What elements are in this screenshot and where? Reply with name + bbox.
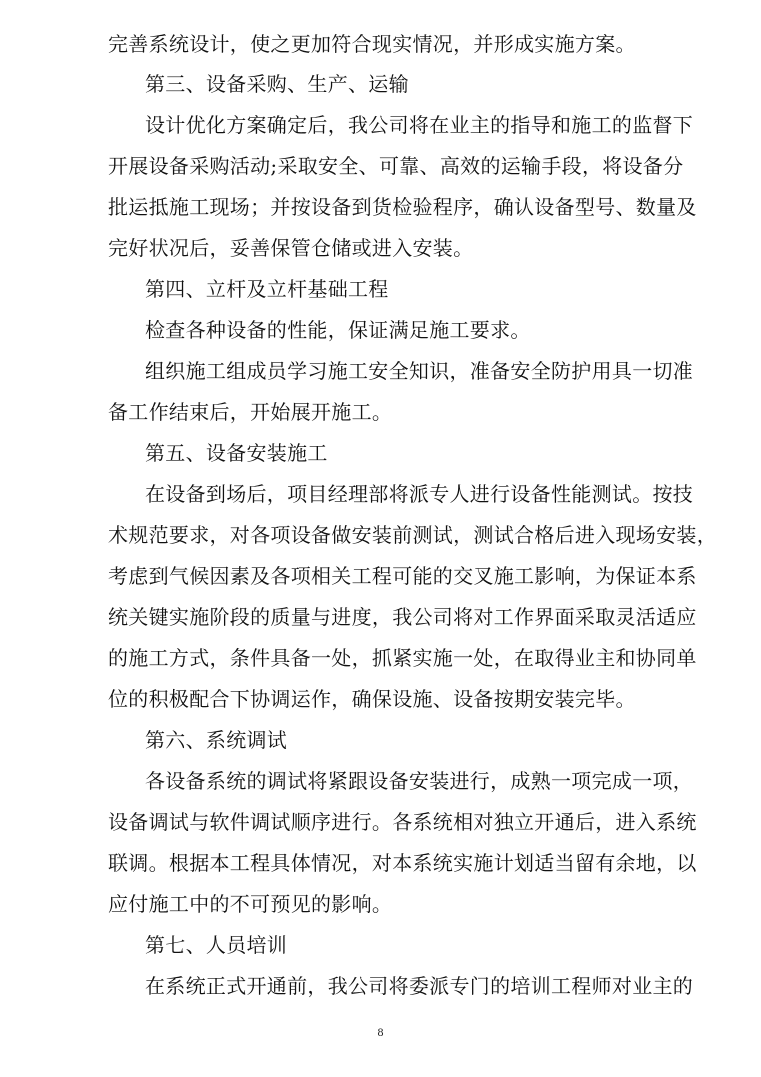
- section-heading: 第三、设备采购、生产、运输: [145, 72, 409, 96]
- paragraph-line: 在设备到场后，项目经理部将派专人进行设备性能测试。按技: [145, 482, 694, 506]
- paragraph-line: 考虑到气候因素及各项相关工程可能的交叉施工影响，为保证本系: [108, 564, 697, 588]
- paragraph-line: 各设备系统的调试将紧跟设备安装进行，成熟一项完成一项，: [145, 769, 694, 793]
- paragraph-line: 术规范要求，对各项设备做安装前测试，测试合格后进入现场安装，: [108, 523, 717, 547]
- paragraph-line: 检查各种设备的性能，保证满足施工要求。: [145, 318, 531, 342]
- paragraph-line: 统关键实施阶段的质量与进度，我公司将对工作界面采取灵活适应: [108, 605, 697, 629]
- paragraph-line: 设备调试与软件调试顺序进行。各系统相对独立开通后，进入系统: [108, 810, 697, 834]
- paragraph-line: 位的积极配合下协调运作，确保设施、设备按期安装完毕。: [108, 687, 636, 711]
- paragraph-line: 批运抵施工现场；并按设备到货检验程序，确认设备型号、数量及: [108, 195, 697, 219]
- paragraph-line: 备工作结束后，开始展开施工。: [108, 400, 393, 424]
- paragraph-line: 在系统正式开通前，我公司将委派专门的培训工程师对业主的: [145, 974, 694, 998]
- section-heading: 第六、系统调试: [145, 728, 288, 752]
- paragraph-line: 设计优化方案确定后，我公司将在业主的指导和施工的监督下: [145, 113, 694, 137]
- section-heading: 第七、人员培训: [145, 933, 288, 957]
- paragraph-line: 完好状况后，妥善保管仓储或进入安装。: [108, 236, 474, 260]
- paragraph-line: 开展设备采购活动;采取安全、可靠、高效的运输手段，将设备分: [108, 154, 684, 178]
- paragraph-line: 组织施工组成员学习施工安全知识，准备安全防护用具一切准: [145, 359, 694, 383]
- paragraph-line: 联调。根据本工程具体情况，对本系统实施计划适当留有余地，以: [108, 851, 697, 875]
- section-heading: 第四、立杆及立杆基础工程: [145, 277, 389, 301]
- paragraph-line: 应付施工中的不可预见的影响。: [108, 892, 393, 916]
- page-number: 8: [377, 1025, 384, 1039]
- section-heading: 第五、设备安装施工: [145, 441, 328, 465]
- paragraph-line: 的施工方式，条件具备一处，抓紧实施一处，在取得业主和协同单: [108, 646, 697, 670]
- paragraph-line: 完善系统设计，使之更加符合现实情况，并形成实施方案。: [108, 32, 636, 56]
